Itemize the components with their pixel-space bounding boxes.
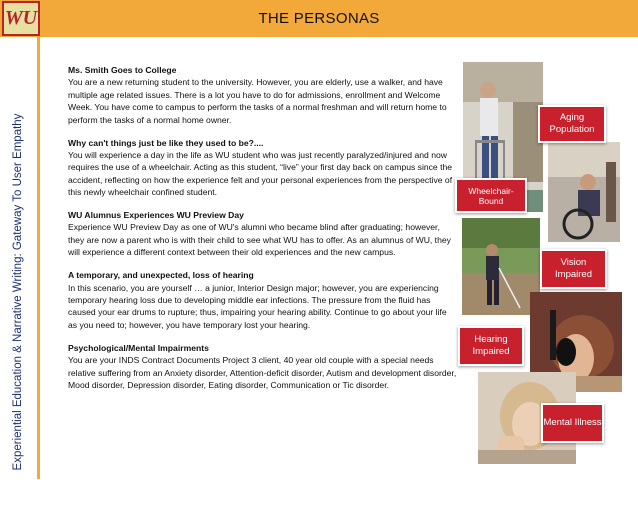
photo-wheelchair [548,142,620,242]
persona-body: In this scenario, you are yourself … a junior, Interior Design major; however, you are experiencing temporary hearing loss due to developing middle ear infections. The pressure from the fluid has caused your ear drums to rupture; thus, impairing your hearing ability. Continue to go about your life as you need to; however, you have temporary lost your hearing. [68,282,447,330]
persona-section-hearing [68,269,458,331]
persona-section-vision [68,209,458,259]
persona-body: You are a new returning student to the university. However, you are elderly, use a walker, and have multiple age related issues. There is a lot you have to do for admissions, enrollment and Welcome Week. You have come to campus to perform the tasks of a normal freshman and will return home to perform the tasks of a normal home owner. [68,77,447,125]
persona-body: You will experience a day in the life as WU student who was just recently paralyzed/injured and now requires the use of a wheelchair. Acting as this student, “live” your first day back on campus since the accident, reflecting on how the experience felt and your personal experiences from the perspective of this newly wheelchair confined student. [68,149,453,198]
label-vision-impaired: Vision Impaired [540,249,607,289]
persona-body: You are your INDS Contract Documents Project 3 client, 40 year old couple with a special needs relative suffering from an Anxiety disorder, Attention-deficit disorder, Autism and development disorder, Mood disorder, Depression disorder, Eating disorder, Communication or Tic disorder. [68,355,457,390]
persona-heading: Psychological/Mental Impairments [68,342,209,353]
label-hearing-impaired: Hearing Impaired [458,326,524,366]
page-title: THE PERSONAS [258,10,380,27]
persona-section-mental [68,342,458,392]
persona-list [68,64,458,402]
label-aging-population: Aging Population [538,105,606,143]
photo-blind-cane [462,218,540,315]
wu-logo: WU [2,1,40,36]
sidebar-vertical-title: Experiential Education & Narrative Writing: Gateway To User Empathy [12,113,24,471]
persona-section-aging [68,64,458,126]
persona-heading: Why can't things just be like they used to be?.... [68,137,264,148]
label-mental-illness: Mental Illness [541,403,604,443]
persona-section-wheelchair [68,137,458,199]
sidebar-divider [37,37,40,479]
persona-body: Experience WU Preview Day as one of WU's alumni who became blind after graduating; however, they are now a parent who is with their child to see what WU has to offer. As an alumnus of WU, they will experience a different context between their old experiences and the new campus. [68,222,451,258]
label-wheelchair-bound: Wheelchair-Bound [455,178,527,213]
persona-heading: WU Alumnus Experiences WU Preview Day [68,210,244,221]
sidebar [0,37,37,479]
persona-heading: Ms. Smith Goes to College [68,65,177,75]
persona-heading: A temporary, and unexpected, loss of hearing [68,270,254,281]
